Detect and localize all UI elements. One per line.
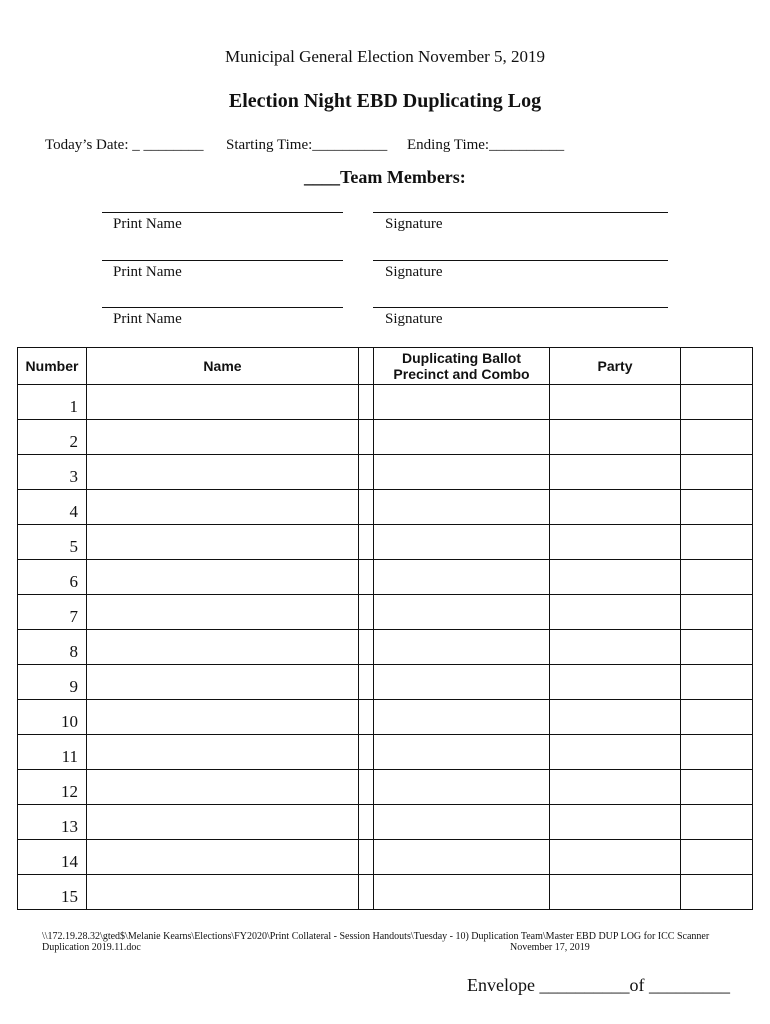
ballot-precinct-cell[interactable]	[374, 875, 550, 910]
envelope-field: Envelope __________of _________	[467, 975, 730, 995]
row-number-cell: 1	[18, 385, 87, 420]
name-cell[interactable]	[87, 805, 359, 840]
name-cell[interactable]	[87, 420, 359, 455]
signature-label: Signature	[385, 216, 443, 232]
print-name-label: Print Name	[113, 264, 182, 280]
row-number-cell: 13	[18, 805, 87, 840]
blank-cell[interactable]	[359, 840, 374, 875]
print-name-line	[102, 212, 343, 213]
signature-label: Signature	[385, 264, 443, 280]
name-cell[interactable]	[87, 700, 359, 735]
row-number-cell: 5	[18, 525, 87, 560]
signature-line	[373, 307, 668, 308]
table-row	[18, 840, 753, 875]
blank-cell[interactable]	[359, 525, 374, 560]
blank-cell[interactable]	[359, 385, 374, 420]
name-cell[interactable]	[87, 385, 359, 420]
table-row	[18, 735, 753, 770]
print-name-line	[102, 307, 343, 308]
blank-cell[interactable]	[359, 700, 374, 735]
blank-cell[interactable]	[359, 630, 374, 665]
table-row	[18, 455, 753, 490]
blank-cell[interactable]	[359, 770, 374, 805]
ballot-precinct-cell[interactable]	[374, 420, 550, 455]
blank-cell[interactable]	[359, 420, 374, 455]
blank-cell[interactable]	[681, 665, 753, 700]
name-cell[interactable]	[87, 875, 359, 910]
blank-cell[interactable]	[359, 490, 374, 525]
number-column-header: Number	[18, 348, 87, 385]
table-row	[18, 385, 753, 420]
print-name-label: Print Name	[113, 311, 182, 327]
blank-cell[interactable]	[681, 455, 753, 490]
election-subtitle: Municipal General Election November 5, 2019	[224, 47, 546, 66]
ballot-precinct-cell[interactable]	[374, 525, 550, 560]
starting-time-field: Starting Time:__________	[226, 137, 388, 153]
party-cell[interactable]	[550, 420, 681, 455]
row-number-cell: 2	[18, 420, 87, 455]
blank-cell[interactable]	[681, 420, 753, 455]
ballot-header-line1: Duplicating Ballot	[402, 350, 521, 366]
table-row	[18, 875, 753, 910]
ballot-precinct-cell[interactable]	[374, 770, 550, 805]
row-number-cell: 12	[18, 770, 87, 805]
party-cell[interactable]	[550, 665, 681, 700]
name-cell[interactable]	[87, 455, 359, 490]
ballot-precinct-cell[interactable]	[374, 560, 550, 595]
ballot-precinct-cell[interactable]	[374, 595, 550, 630]
blank-cell[interactable]	[681, 630, 753, 665]
party-column-header: Party	[550, 348, 681, 385]
blank-cell[interactable]	[359, 595, 374, 630]
blank-cell[interactable]	[681, 595, 753, 630]
row-number-cell: 7	[18, 595, 87, 630]
ballot-precinct-cell[interactable]	[374, 840, 550, 875]
table-header-row	[18, 348, 753, 385]
party-cell[interactable]	[550, 525, 681, 560]
name-cell[interactable]	[87, 840, 359, 875]
ballot-precinct-cell[interactable]	[374, 490, 550, 525]
table-body	[18, 385, 753, 910]
blank-cell[interactable]	[681, 525, 753, 560]
footer-date: November 17, 2019	[510, 942, 590, 953]
print-name-line	[102, 260, 343, 261]
name-cell[interactable]	[87, 595, 359, 630]
table-row	[18, 770, 753, 805]
row-number-cell: 15	[18, 875, 87, 910]
table-row	[18, 525, 753, 560]
name-cell[interactable]	[87, 770, 359, 805]
ballot-precinct-cell[interactable]	[374, 455, 550, 490]
table-row	[18, 665, 753, 700]
row-number-cell: 6	[18, 560, 87, 595]
party-cell[interactable]	[550, 770, 681, 805]
blank-cell[interactable]	[359, 735, 374, 770]
todays-date-field: Today’s Date: _ ________	[45, 137, 204, 153]
row-number-cell: 3	[18, 455, 87, 490]
party-cell[interactable]	[550, 455, 681, 490]
name-cell[interactable]	[87, 490, 359, 525]
ballot-precinct-cell[interactable]	[374, 630, 550, 665]
team-members-heading: ____Team Members:	[304, 167, 466, 187]
party-cell[interactable]	[550, 630, 681, 665]
row-number-cell: 14	[18, 840, 87, 875]
blank-cell[interactable]	[681, 385, 753, 420]
party-cell[interactable]	[550, 840, 681, 875]
ballot-precinct-cell[interactable]	[374, 735, 550, 770]
signature-line	[373, 260, 668, 261]
print-name-label: Print Name	[113, 216, 182, 232]
signature-line	[373, 212, 668, 213]
party-cell[interactable]	[550, 700, 681, 735]
party-cell[interactable]	[550, 560, 681, 595]
row-number-cell: 8	[18, 630, 87, 665]
ballot-precinct-column-header	[374, 348, 550, 385]
party-cell[interactable]	[550, 735, 681, 770]
duplicating-log-table	[17, 347, 753, 910]
table-row	[18, 805, 753, 840]
table-row	[18, 560, 753, 595]
party-cell[interactable]	[550, 875, 681, 910]
name-column-header: Name	[87, 348, 359, 385]
document-path-footer: \\172.19.28.32\gted$\Melanie Kearns\Elections\FY2020\Print Collateral - Session Handouts\Tuesday - 10) Duplication Team\Master EBD DUP LOG for ICC Scanner Duplication 2019.11.doc	[42, 931, 710, 953]
ballot-precinct-cell[interactable]	[374, 805, 550, 840]
ending-time-field: Ending Time:__________	[407, 137, 565, 153]
table-row	[18, 420, 753, 455]
name-cell[interactable]	[87, 665, 359, 700]
blank-cell[interactable]	[681, 805, 753, 840]
row-number-cell: 9	[18, 665, 87, 700]
party-cell[interactable]	[550, 490, 681, 525]
name-cell[interactable]	[87, 630, 359, 665]
ballot-precinct-cell[interactable]	[374, 700, 550, 735]
blank-cell[interactable]	[359, 560, 374, 595]
blank-cell[interactable]	[681, 735, 753, 770]
name-cell[interactable]	[87, 735, 359, 770]
blank-cell[interactable]	[359, 875, 374, 910]
ballot-precinct-cell[interactable]	[374, 385, 550, 420]
blank-cell[interactable]	[681, 770, 753, 805]
blank-column-header	[359, 348, 374, 385]
blank-column-header	[681, 348, 753, 385]
name-cell[interactable]	[87, 560, 359, 595]
blank-cell[interactable]	[359, 455, 374, 490]
party-cell[interactable]	[550, 805, 681, 840]
ballot-header-line2: Precinct and Combo	[393, 366, 530, 382]
table-row	[18, 700, 753, 735]
blank-cell[interactable]	[681, 700, 753, 735]
signature-label: Signature	[385, 311, 443, 327]
blank-cell[interactable]	[359, 665, 374, 700]
table-row	[18, 630, 753, 665]
table-row	[18, 490, 753, 525]
party-cell[interactable]	[550, 595, 681, 630]
blank-cell[interactable]	[681, 875, 753, 910]
blank-cell[interactable]	[681, 490, 753, 525]
name-cell[interactable]	[87, 525, 359, 560]
row-number-cell: 10	[18, 700, 87, 735]
blank-cell[interactable]	[681, 840, 753, 875]
row-number-cell: 11	[18, 735, 87, 770]
blank-cell[interactable]	[359, 805, 374, 840]
page-title: Election Night EBD Duplicating Log	[228, 90, 542, 112]
row-number-cell: 4	[18, 490, 87, 525]
table-row	[18, 595, 753, 630]
party-cell[interactable]	[550, 385, 681, 420]
blank-cell[interactable]	[681, 560, 753, 595]
ballot-precinct-cell[interactable]	[374, 665, 550, 700]
